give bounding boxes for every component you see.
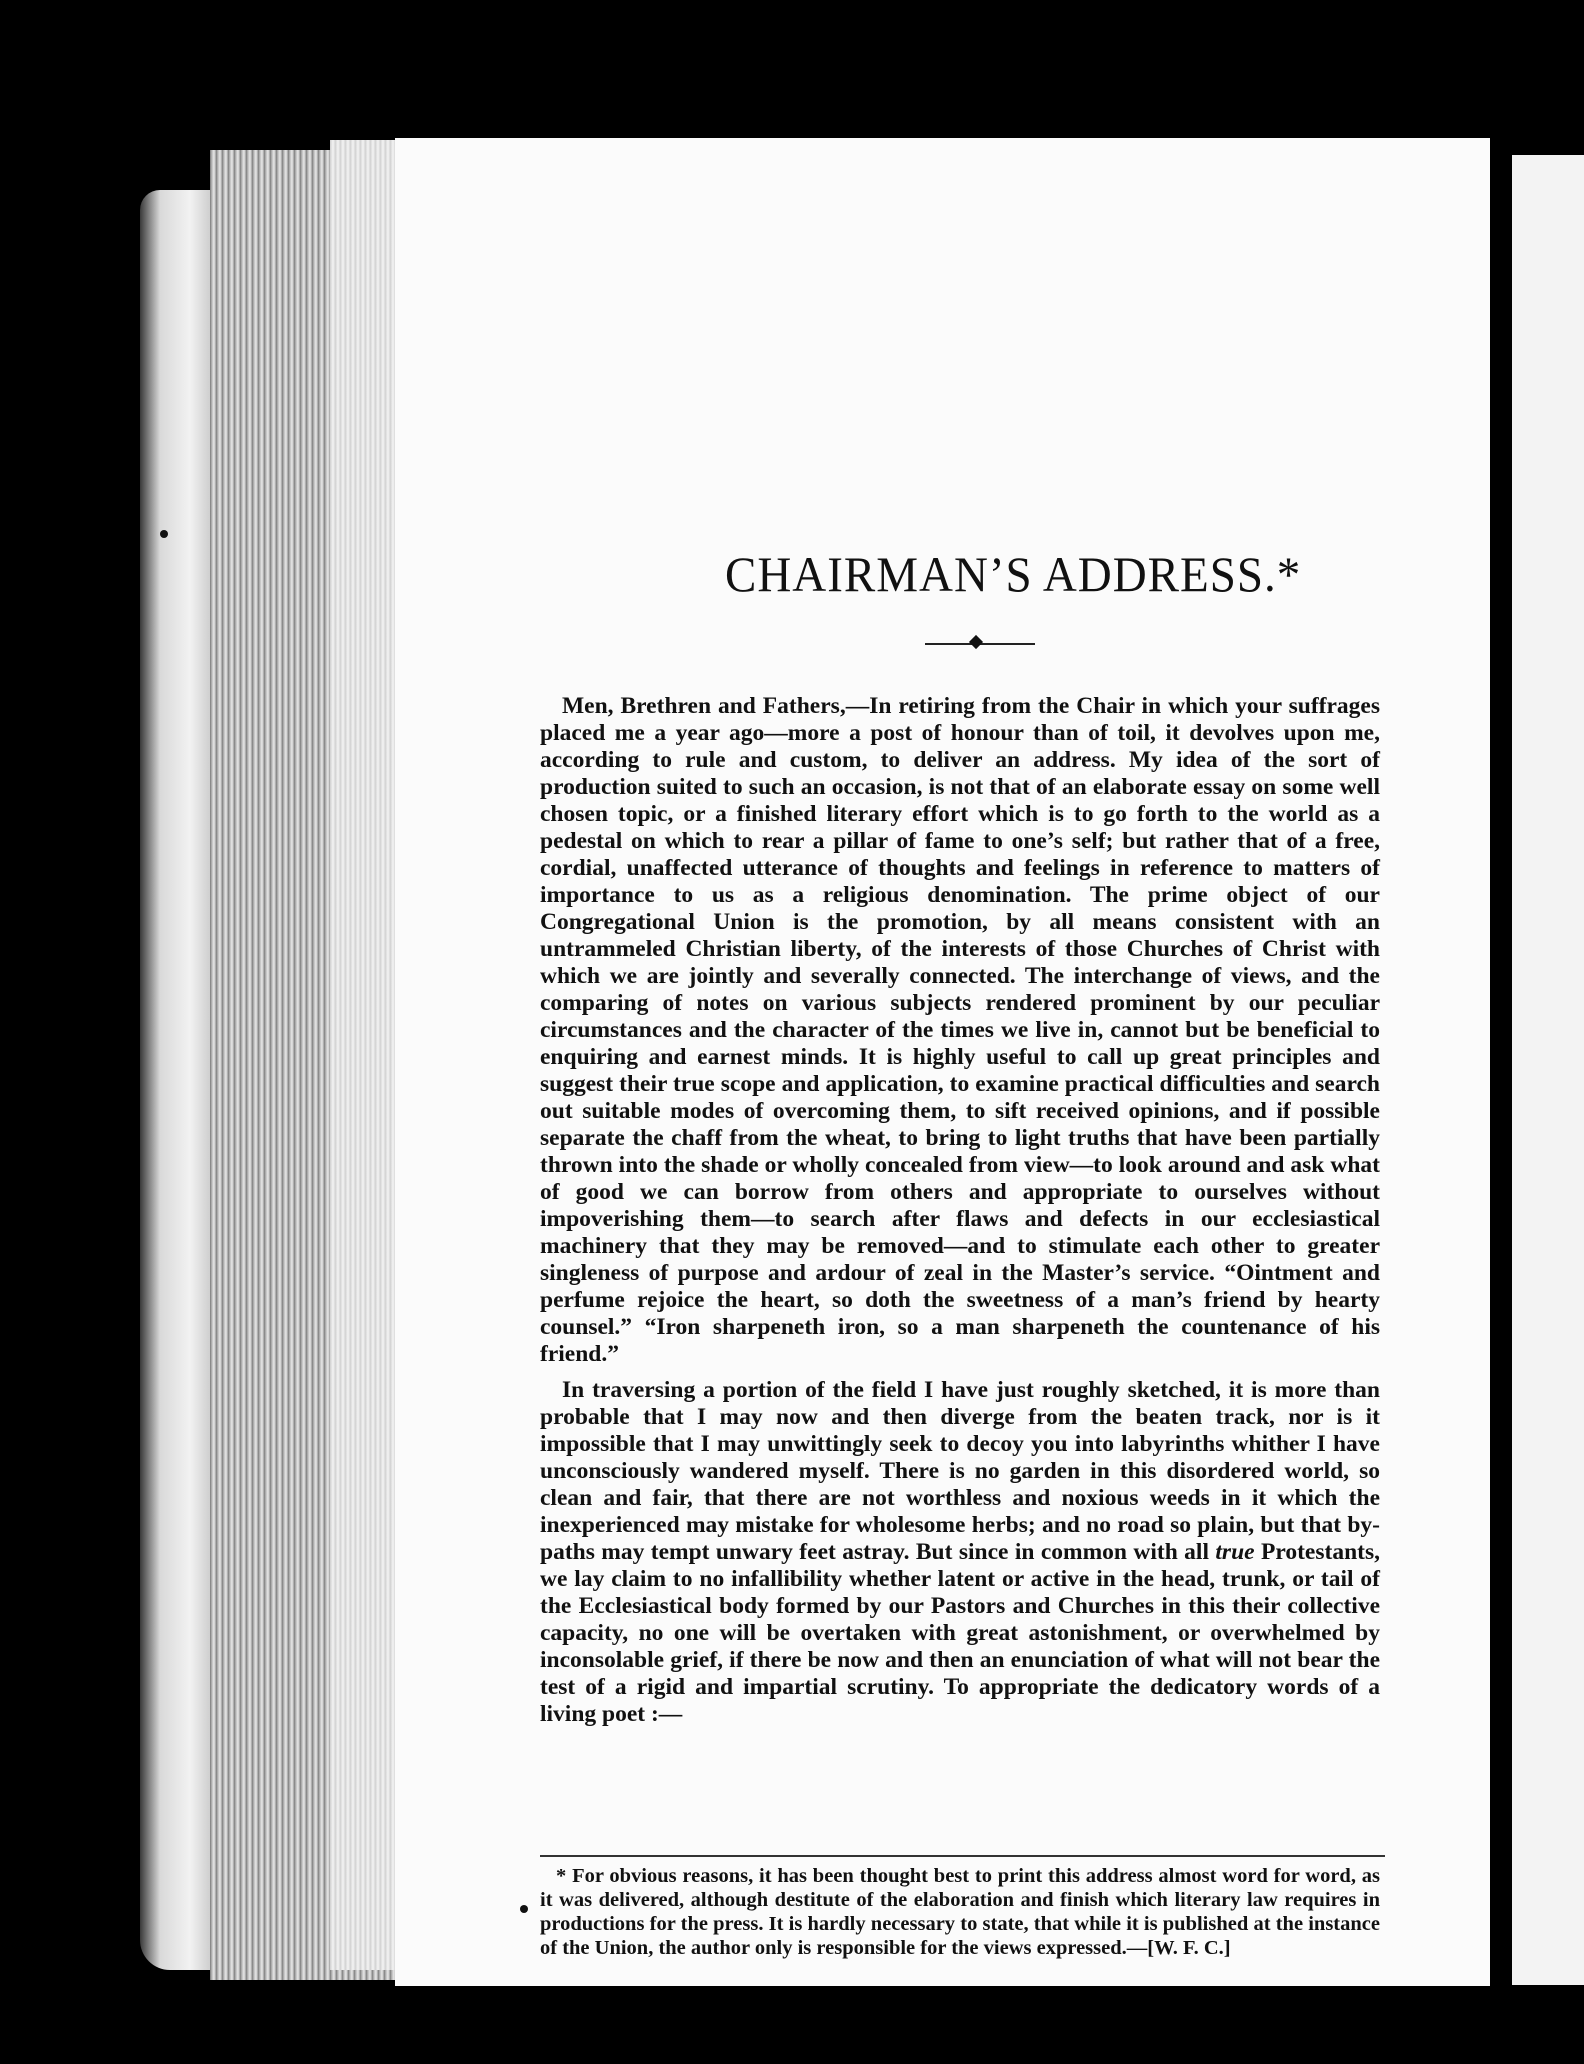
margin-speck	[520, 1905, 528, 1913]
page-title: CHAIRMAN’S ADDRESS.*	[725, 547, 1302, 603]
paragraph-2-part-2: Protestants, we lay claim to no infallibility whether latent or active in the head, trunk, or tail of the Ecclesiastical body formed by our Pastors and Churches in this their collective capacity, no one will be overtaken with great astonishment, or overwhelmed by inconsolable grief, if there be now and then an enunciation of what will not bear the test of a rigid and impartial scrutiny. To appropriate the dedicatory words of a living poet :—	[540, 1539, 1381, 1727]
body-text	[540, 693, 1380, 1737]
margin-speck	[160, 530, 168, 538]
footnote-text: * For obvious reasons, it has been thought best to print this address almost word for word, as it was delivered, although destitute of the elaboration and finish which literary law requires in productions for the press. It is hardly necessary to state, that while it is published at the instance of the Union, the author only is responsible for the views expressed.—[W. F. C.]	[540, 1865, 1380, 1959]
paragraph-2	[540, 1377, 1380, 1728]
title-ornament-diamond	[969, 635, 983, 649]
book-page	[395, 138, 1490, 1986]
paragraph-2-part-1: In traversing a portion of the field I have just roughly sketched, it is more than probable that I may now and then diverge from the beaten track, nor is it impossible that I may unwittingly seek to decoy you into labyrinths whither I have unconsciously wandered myself. There is no garden in this disordered world, so clean and fair, that there are not worthless and noxious weeds in it which the inexperienced may mistake for wholesome herbs; and no road so plain, but that by-paths may tempt unwary feet astray. But since in common with all	[540, 1377, 1380, 1565]
facing-page-edge	[1512, 155, 1584, 1985]
footnote	[540, 1864, 1380, 1960]
page-stack-inner-edge	[330, 140, 400, 1970]
footnote-divider	[540, 1855, 1385, 1857]
paragraph-1: Men, Brethren and Fathers,—In retiring from the Chair in which your suffrages placed me a year ago—more a post of honour than of toil, it devolves upon me, according to rule and custom, to deliver an address. My idea of the sort of production suited to such an occasion, is not that of an elaborate essay on some well chosen topic, or a finished literary effort which is to go forth to the world as a pedestal on which to rear a pillar of fame to one’s self; but rather that of a free, cordial, unaffected utterance of thoughts and feelings in reference to matters of importance to us as a religious denomination. The prime object of our Congregational Union is the promotion, by all means consistent with an untrammeled Christian liberty, of the interests of those Churches of Christ with which we are jointly and severally connected. The interchange of views, and the comparing of notes on various subjects rendered prominent by our peculiar circumstances and the character of the times we live in, cannot but be beneficial to enquiring and earnest minds. It is highly useful to call up great principles and suggest their true scope and application, to examine practical difficulties and search out suitable modes of overcoming them, to sift received opinions, and if possible separate the chaff from the wheat, to bring to light truths that have been partially thrown into the shade or wholly concealed from view—to look around and ask what of good we can borrow from others and appropriate to ourselves without impoverishing them—to search after flaws and defects in our ecclesiastical machinery that they may be removed—and to stimulate each other to greater singleness of purpose and ardour of zeal in the Master’s service. “Ointment and perfume rejoice the heart, so doth the sweetness of a man’s friend by hearty counsel.” “Iron sharpeneth iron, so a man sharpeneth the countenance of his friend.”	[540, 693, 1380, 1367]
italic-word: true	[1215, 1539, 1255, 1565]
